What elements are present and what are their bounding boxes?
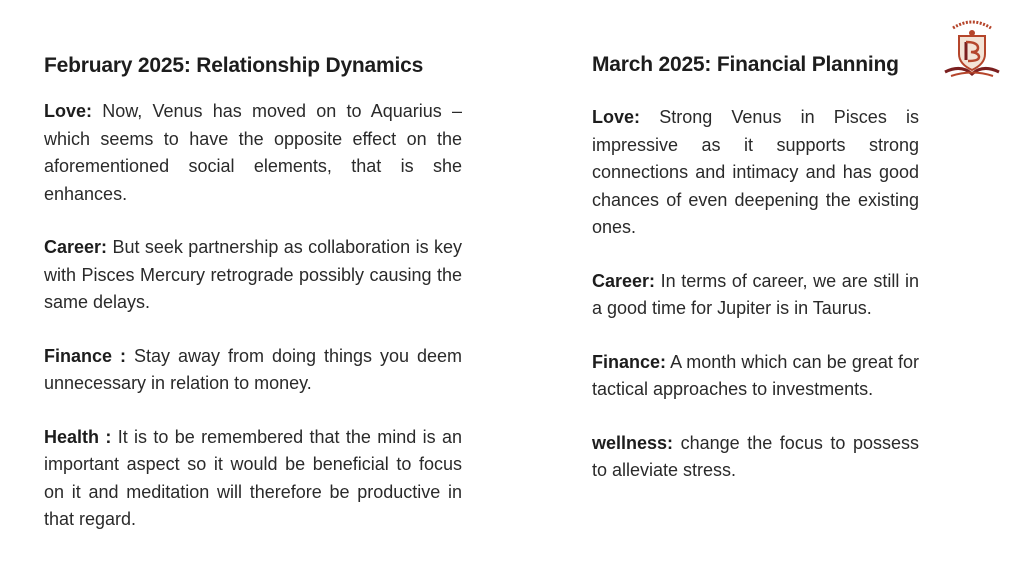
section-label: Career: [592,270,656,291]
march-career [592,268,919,323]
february-career [44,234,462,317]
section-label: Finance : [44,345,126,366]
section-label: Health : [44,426,112,447]
february-sections [44,98,462,534]
brand-logo-icon [941,14,1003,80]
february-finance [44,343,462,398]
section-label: Love: [44,101,93,121]
section-text: It is to be remembered that the mind is an important aspect so it would be beneficial to focus on it and meditation will therefore be productive in that regard. [44,426,462,529]
february-health [44,424,462,534]
section-text: Strong Venus in Pisces is impressive as it supports strong connections and intimacy and has good chances of even deepening the existing ones. [592,107,919,237]
section-label: Career: [44,237,108,257]
section-text: Now, Venus has moved on to Aquarius – which seems to have the opposite effect on the aforementioned social elements, that is she enhances. [44,101,462,204]
march-wellness [592,430,919,485]
section-text: A month which can be great for tactical approaches to investments. [592,351,919,399]
section-text: In terms of career, we are still in a good time for Jupiter is in Taurus. [592,270,919,318]
section-text: change the focus to possess to alleviate stress. [592,432,919,480]
section-label: wellness: [592,432,674,453]
march-sections [592,104,919,485]
section-text: But seek partnership as collaboration is key with Pisces Mercury retrograde possibly causing the same delays. [44,237,462,312]
march-love [592,104,919,242]
february-column [44,52,462,560]
march-finance [592,349,919,404]
march-column [592,51,919,511]
section-label: Love: [592,107,641,127]
section-label: Finance: [592,351,667,372]
march-title: March 2025: Financial Planning [592,53,899,76]
february-love [44,98,462,208]
section-text: Stay away from doing things you deem unnecessary in relation to money. [44,345,463,393]
february-title: February 2025: Relationship Dynamics [44,54,424,77]
